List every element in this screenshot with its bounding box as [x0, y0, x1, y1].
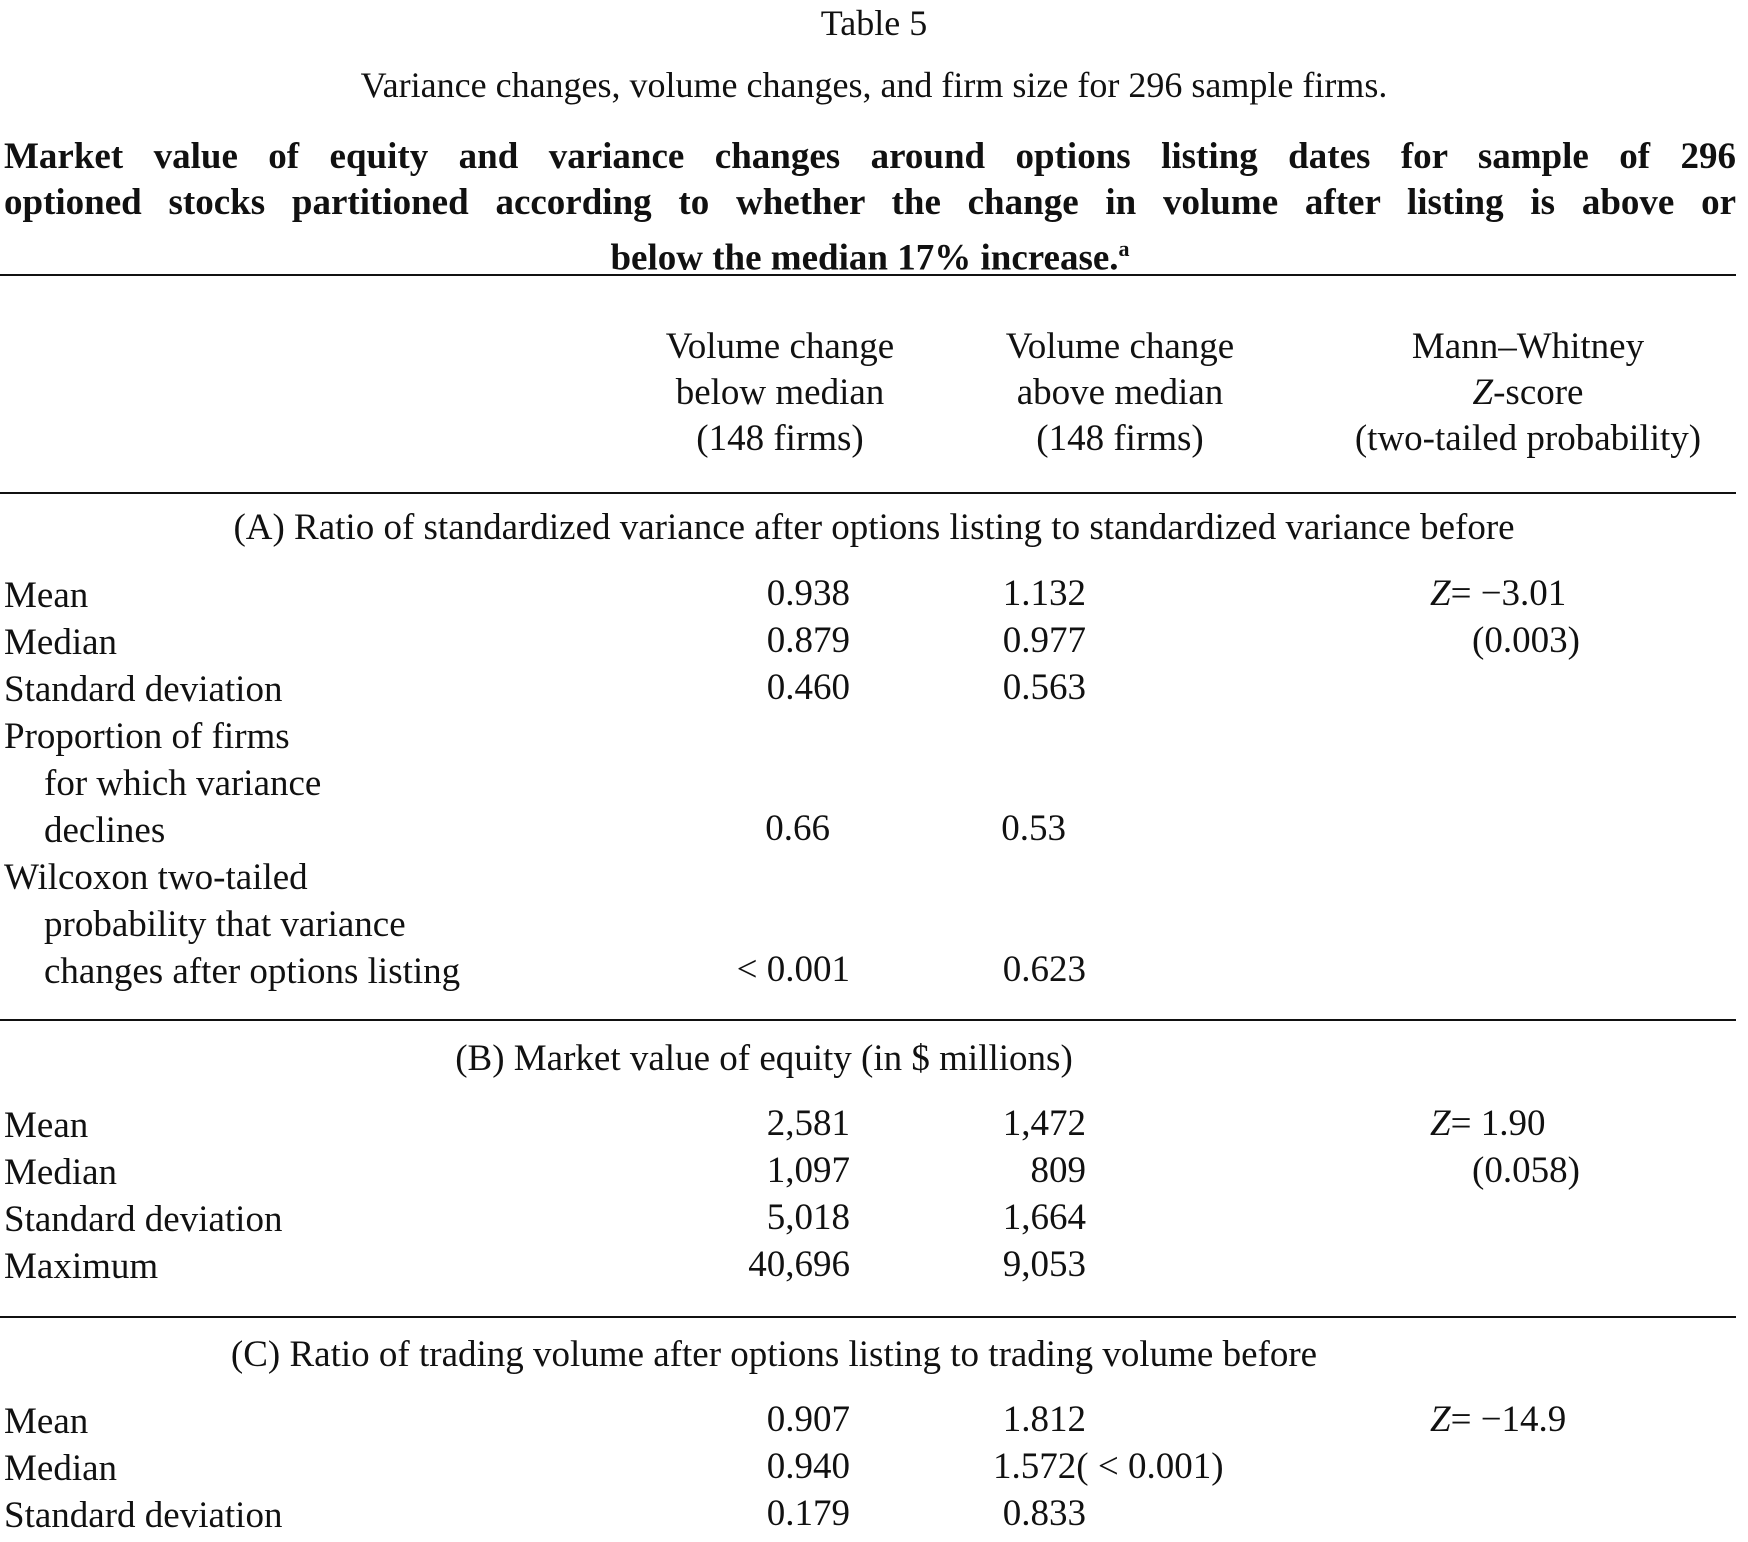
panel-b-sd-below: 5,018 — [766, 1197, 850, 1238]
panel-a-proportion-label — [4, 713, 321, 854]
panel-c-mean-below: 0.907 — [766, 1399, 850, 1440]
wilcoxon-label-line2: probability that variance — [44, 904, 406, 945]
column-header-above-median — [970, 324, 1270, 462]
panel-b-median-label: Median — [4, 1152, 118, 1193]
wilcoxon-label-line1: Wilcoxon two-tailed — [4, 857, 308, 898]
wilcoxon-label-line3: changes after options listing — [44, 951, 461, 992]
panel-b-sd-label: Standard deviation — [4, 1199, 283, 1240]
panel-c-z-line — [1430, 1398, 1566, 1441]
caption-line-3-text: below the median 17% increase. — [610, 237, 1119, 279]
panel-a-median-label: Median — [4, 622, 118, 663]
panel-b-mean-below: 2,581 — [766, 1103, 850, 1144]
table-subtitle: Variance changes, volume changes, and firm size for 296 sample firms. — [360, 65, 1388, 105]
panel-c-z-block — [1430, 1398, 1566, 1441]
column-header-below-median — [630, 324, 930, 462]
caption-line-1: Market value of equity and variance changes around options listing dates for sample of 296 — [4, 136, 1736, 177]
panel-c-median-above-prob: ( < 0.001) — [1076, 1446, 1224, 1487]
panel-b-z-prob: (0.058) — [1472, 1150, 1580, 1191]
col1-line1: Volume change — [665, 326, 895, 367]
panel-b-z-line — [1430, 1102, 1580, 1145]
panel-a-median-below: 0.879 — [766, 620, 850, 661]
panel-b-mean-above: 1,472 — [1002, 1103, 1086, 1144]
panel-b-sd-above: 1,664 — [1002, 1197, 1086, 1238]
panel-b-max-below: 40,696 — [748, 1244, 850, 1285]
col2-line3: (148 firms) — [1036, 418, 1204, 459]
col3-line1: Mann–Whitney — [1411, 326, 1645, 367]
panel-a-z-prob: (0.003) — [1472, 620, 1580, 661]
col1-line2: below median — [675, 372, 885, 413]
table-title: Table 5 — [820, 3, 928, 43]
panel-b-median-above: 809 — [1030, 1150, 1086, 1191]
panel-a-heading: (A) Ratio of standardized variance after options listing to standardized variance before — [233, 507, 1515, 548]
proportion-label-line2: for which variance — [44, 763, 322, 804]
panel-b-z-symbol: Z — [1430, 1103, 1451, 1144]
panel-a-wilcoxon-label — [4, 854, 460, 995]
col3-score-text: -score — [1493, 372, 1584, 413]
panel-b-mean-label: Mean — [4, 1105, 89, 1146]
col1-line3: (148 firms) — [696, 418, 864, 459]
panel-a-wilcoxon-below: < 0.001 — [736, 949, 850, 990]
panel-b-z-value: = 1.90 — [1450, 1103, 1546, 1144]
panel-b-bottom-rule — [0, 1316, 1736, 1318]
panel-c-mean-label: Mean — [4, 1401, 89, 1442]
panel-c-median-below: 0.940 — [766, 1446, 850, 1487]
panel-b-heading: (B) Market value of equity (in $ millions) — [455, 1038, 1073, 1079]
panel-b-max-label: Maximum — [4, 1246, 159, 1287]
proportion-label-line3: declines — [44, 810, 166, 851]
panel-a-z-block — [1430, 572, 1580, 662]
panel-b-median-below: 1,097 — [766, 1150, 850, 1191]
panel-c-median-label: Median — [4, 1448, 118, 1489]
panel-a-z-value: = −3.01 — [1450, 573, 1567, 614]
table-caption — [4, 134, 1736, 281]
col3-line3: (two-tailed probability) — [1354, 418, 1702, 459]
panel-a-mean-above: 1.132 — [1002, 573, 1086, 614]
panel-a-proportion-below: 0.66 — [765, 808, 830, 849]
panel-c-z-value: = −14.9 — [1450, 1399, 1567, 1440]
proportion-label-line1: Proportion of firms — [4, 716, 290, 757]
panel-b-max-above: 9,053 — [1002, 1244, 1086, 1285]
panel-a-proportion-above: 0.53 — [1001, 808, 1066, 849]
panel-c-sd-below: 0.179 — [766, 1493, 850, 1534]
column-header-mann-whitney — [1318, 324, 1738, 462]
col2-line2: above median — [1016, 372, 1224, 413]
panel-a-wilcoxon-above: 0.623 — [1002, 949, 1086, 990]
panel-a-mean-below: 0.938 — [766, 573, 850, 614]
col2-line1: Volume change — [1005, 326, 1235, 367]
panel-b-z-block — [1430, 1102, 1580, 1192]
col3-line2 — [1318, 370, 1738, 416]
panel-c-sd-label: Standard deviation — [4, 1495, 283, 1536]
panel-a-z-line — [1430, 572, 1580, 615]
panel-c-sd-above: 0.833 — [1002, 1493, 1086, 1534]
panel-a-sd-label: Standard deviation — [4, 669, 283, 710]
caption-line-2: optioned stocks partitioned according to whether the change in volume after listing is above or — [4, 182, 1736, 223]
panel-a-sd-below: 0.460 — [766, 667, 850, 708]
top-rule — [0, 274, 1736, 276]
panel-c-mean-above: 1.812 — [1002, 1399, 1086, 1440]
panel-a-mean-label: Mean — [4, 575, 89, 616]
panel-a-sd-above: 0.563 — [1002, 667, 1086, 708]
panel-c-median-above-cell — [993, 1445, 1224, 1488]
panel-a-median-above: 0.977 — [1002, 620, 1086, 661]
col3-z-symbol: Z — [1472, 372, 1494, 413]
header-rule — [0, 492, 1736, 494]
panel-c-median-above: 1.572 — [993, 1446, 1077, 1487]
panel-c-heading: (C) Ratio of trading volume after options listing to trading volume before — [230, 1334, 1318, 1375]
panel-a-z-symbol: Z — [1430, 573, 1451, 614]
panel-a-bottom-rule — [0, 1019, 1736, 1021]
footnote-mark: a — [1118, 236, 1130, 261]
panel-c-z-symbol: Z — [1430, 1399, 1451, 1440]
